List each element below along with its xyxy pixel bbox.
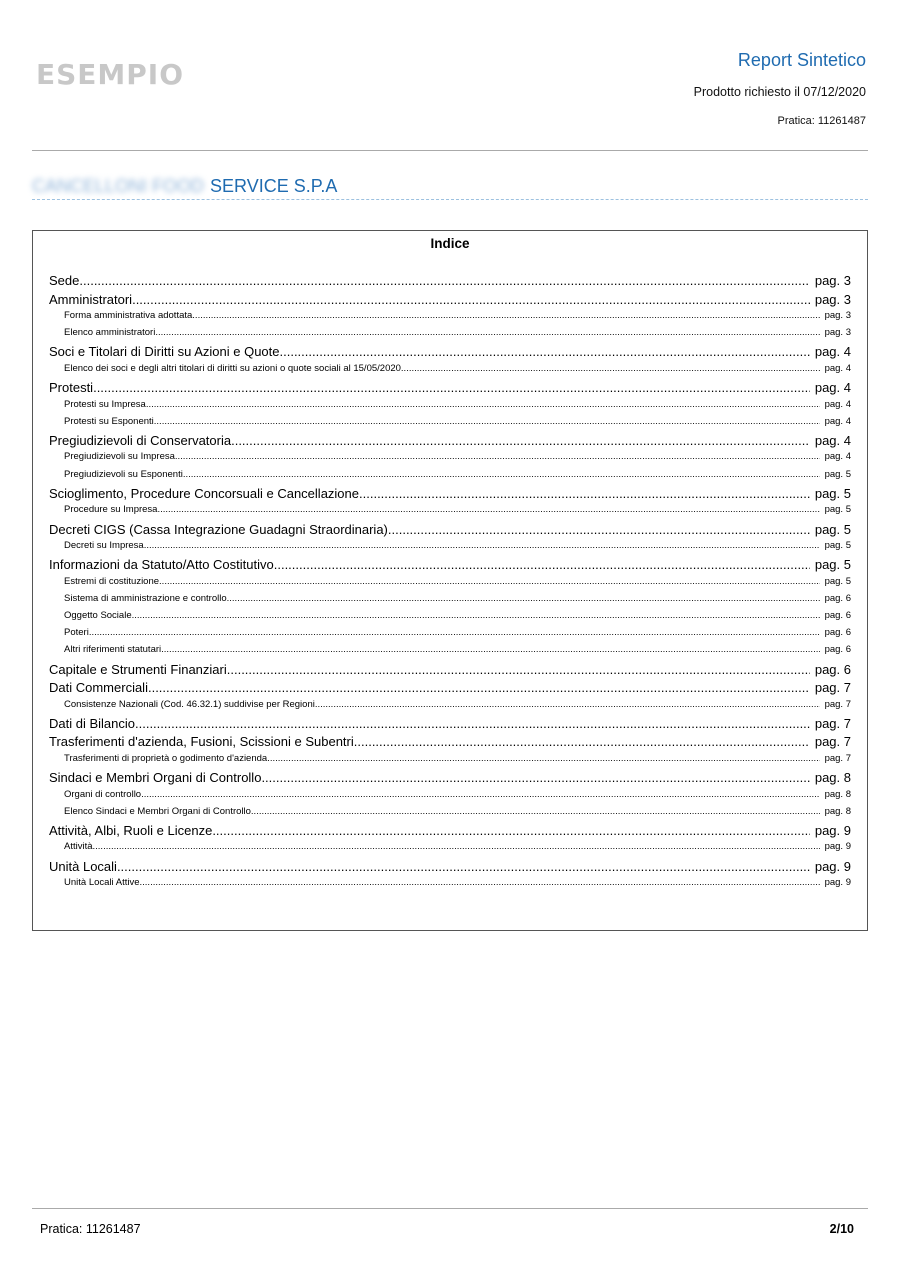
toc-entry-page: pag. 4 — [824, 398, 851, 410]
toc-subsection-link[interactable] — [49, 416, 851, 433]
produced-date: Prodotto richiesto il 07/12/2020 — [693, 85, 866, 99]
esempio-logo: ESEMPIO — [36, 58, 185, 91]
toc-entry-page: pag. 6 — [824, 644, 851, 656]
toc-subsection-link[interactable] — [49, 753, 851, 770]
toc-entry-label: Procedure su Impresa — [64, 504, 158, 516]
toc-entry-page: pag. 9 — [814, 858, 851, 874]
toc-entry-label: Dati di Bilancio — [49, 715, 135, 731]
toc-entry-label: Organi di controllo — [64, 788, 142, 800]
toc-leader-dots — [93, 841, 820, 852]
toc-subsection-link[interactable] — [49, 469, 851, 486]
footer-divider — [32, 1208, 868, 1209]
toc-subsection-link[interactable] — [49, 806, 851, 823]
toc-leader-dots — [132, 292, 810, 307]
toc-leader-dots — [132, 610, 820, 621]
toc-entry-page: pag. 5 — [824, 575, 851, 587]
index-box — [32, 230, 868, 931]
toc-leader-dots — [359, 486, 810, 501]
toc-leader-dots — [148, 680, 810, 695]
toc-leader-dots — [117, 859, 810, 874]
toc-entry-page: pag. 7 — [824, 698, 851, 710]
pratica-number-header: Pratica: 11261487 — [777, 115, 866, 127]
toc-subsection-link[interactable] — [49, 644, 851, 661]
toc-subsection-link[interactable] — [49, 310, 851, 327]
toc-section-link[interactable] — [49, 522, 851, 541]
toc-leader-dots — [231, 433, 810, 448]
toc-entry-page: pag. 3 — [814, 273, 851, 288]
toc-section-link[interactable] — [49, 380, 851, 399]
toc-entry-page: pag. 5 — [824, 540, 851, 551]
toc-section-link[interactable] — [49, 823, 851, 842]
company-name-visible: SERVICE S.P.A — [210, 176, 338, 196]
toc-leader-dots — [227, 593, 820, 604]
toc-leader-dots — [175, 451, 820, 462]
toc-entry-label: Forma amministrativa adottata — [64, 310, 193, 321]
toc-leader-dots — [157, 504, 819, 515]
toc-entry-page: pag. 4 — [824, 451, 851, 463]
header-divider — [32, 150, 868, 151]
toc-entry-label: Sindaci e Membri Organi di Controllo — [49, 770, 262, 785]
toc-subsection-link[interactable] — [49, 451, 851, 468]
toc-leader-dots — [183, 469, 820, 480]
toc-leader-dots — [79, 273, 809, 288]
toc-entry-page: pag. 7 — [824, 752, 851, 764]
toc-entry-label: Estremi di costituzione — [64, 575, 160, 587]
company-name — [32, 176, 868, 200]
toc-section-link[interactable] — [49, 859, 851, 878]
toc-subsection-link[interactable] — [49, 627, 851, 644]
toc-leader-dots — [227, 662, 810, 677]
toc-subsection-link[interactable] — [49, 841, 851, 858]
toc-entry-label: Decreti CIGS (Cassa Integrazione Guadagni Straordinaria) — [49, 521, 388, 537]
toc-leader-dots — [315, 699, 820, 710]
toc-entry-label: Consistenze Nazionali (Cod. 46.32.1) suddivise per Regioni — [64, 698, 315, 710]
toc-leader-dots — [192, 310, 819, 321]
toc-section-link[interactable] — [49, 734, 851, 753]
toc-entry-label: Sede — [49, 273, 80, 288]
toc-subsection-link[interactable] — [49, 610, 851, 627]
toc-entry-page: pag. 7 — [814, 680, 851, 696]
toc-subsection-link[interactable] — [49, 576, 851, 593]
toc-entry-label: Decreti su Impresa — [64, 540, 144, 551]
toc-leader-dots — [388, 522, 810, 537]
toc-section-link[interactable] — [49, 486, 851, 505]
toc-entry-page: pag. 9 — [814, 822, 851, 838]
toc-entry-page: pag. 4 — [814, 432, 851, 448]
toc-entry-page: pag. 3 — [824, 310, 851, 321]
toc-entry-label: Altri riferimenti statutari — [64, 644, 162, 656]
page-number: 2/10 — [829, 1222, 854, 1236]
toc-leader-dots — [354, 734, 810, 749]
toc-leader-dots — [251, 806, 820, 817]
toc-subsection-link[interactable] — [49, 789, 851, 806]
toc-entry-label: Elenco amministratori — [64, 327, 156, 339]
toc-entry-label: Capitale e Strumenti Finanziari — [49, 661, 227, 677]
pratica-number-footer: Pratica: 11261487 — [40, 1222, 141, 1236]
toc-entry-page: pag. 4 — [824, 415, 851, 427]
toc-entry-label: Oggetto Sociale — [64, 610, 132, 622]
toc-leader-dots — [93, 380, 810, 395]
toc-leader-dots — [146, 399, 820, 410]
toc-entry-page: pag. 5 — [814, 557, 851, 573]
toc-entry-label: Trasferimenti di proprietà o godimento d'azienda — [64, 752, 268, 764]
toc-subsection-link[interactable] — [49, 540, 851, 557]
toc-entry-page: pag. 8 — [824, 805, 851, 817]
toc-entry-label: Protesti su Esponenti — [64, 415, 154, 427]
toc-entry-label: Pregiudizievoli di Conservatoria — [49, 432, 232, 448]
toc-entry-label: Protesti — [49, 380, 94, 396]
toc-subsection-link[interactable] — [49, 877, 851, 894]
toc-section-link[interactable] — [49, 273, 851, 292]
toc-subsection-link[interactable] — [49, 399, 851, 416]
toc-entry-label: Protesti su Impresa — [64, 398, 146, 410]
toc-entry-label: Sistema di amministrazione e controllo — [64, 592, 227, 604]
toc-section-link[interactable] — [49, 680, 851, 699]
toc-entry-label: Amministratori — [49, 291, 133, 307]
toc-leader-dots — [155, 327, 819, 338]
toc-entry-page: pag. 3 — [824, 327, 851, 339]
toc-subsection-link[interactable] — [49, 593, 851, 610]
toc-entry-page: pag. 5 — [814, 485, 851, 501]
toc-entry-label: Unità Locali — [49, 858, 117, 874]
toc-section-link[interactable] — [49, 770, 851, 789]
toc-entry-page: pag. 9 — [824, 877, 851, 889]
toc-section-link[interactable] — [49, 344, 851, 363]
toc-leader-dots — [141, 789, 819, 800]
toc-section-link[interactable] — [49, 716, 851, 735]
toc-entry-label: Pregiudizievoli su Esponenti — [64, 468, 183, 480]
report-title: Report Sintetico — [737, 50, 866, 70]
table-of-contents — [49, 273, 851, 894]
toc-entry-label: Scioglimento, Procedure Concorsuali e Cancellazione — [49, 485, 360, 501]
toc-leader-dots — [159, 576, 820, 587]
toc-entry-page: pag. 6 — [824, 610, 851, 622]
toc-leader-dots — [161, 644, 819, 655]
toc-entry-page: pag. 6 — [814, 661, 851, 677]
toc-section-link[interactable] — [49, 292, 851, 311]
toc-entry-page: pag. 4 — [814, 380, 851, 396]
toc-section-link[interactable] — [49, 433, 851, 452]
toc-entry-page: pag. 8 — [824, 788, 851, 800]
toc-entry-label: Attività — [64, 841, 93, 853]
toc-entry-page: pag. 9 — [824, 841, 851, 853]
toc-entry-label: Dati Commerciali — [49, 680, 148, 696]
toc-entry-page: pag. 5 — [824, 468, 851, 480]
toc-entry-page: pag. 4 — [814, 344, 851, 360]
company-name-redacted: CANCELLONI FOOD — [32, 176, 205, 196]
toc-entry-page: pag. 8 — [814, 770, 851, 785]
toc-entry-label: Informazioni da Statuto/Atto Costitutivo — [49, 557, 274, 573]
toc-section-link[interactable] — [49, 662, 851, 681]
toc-subsection-link[interactable] — [49, 363, 851, 380]
toc-entry-label: Trasferimenti d'azienda, Fusioni, Scissioni e Subentri — [49, 734, 354, 750]
toc-entry-page: pag. 7 — [814, 715, 851, 731]
toc-entry-label: Elenco dei soci e degli altri titolari di diritti su azioni o quote sociali al 15/05/2020 — [64, 362, 401, 374]
toc-subsection-link[interactable] — [49, 327, 851, 344]
toc-leader-dots — [212, 823, 810, 838]
toc-leader-dots — [280, 344, 810, 359]
toc-subsection-link[interactable] — [49, 699, 851, 716]
toc-entry-page: pag. 7 — [814, 734, 851, 750]
toc-entry-label: Soci e Titolari di Diritti su Azioni e Quote — [49, 344, 280, 360]
toc-entry-page: pag. 5 — [814, 521, 851, 537]
toc-entry-label: Attività, Albi, Ruoli e Licenze — [49, 822, 213, 838]
toc-entry-label: Pregiudizievoli su Impresa — [64, 451, 175, 463]
toc-leader-dots — [89, 627, 820, 638]
toc-entry-label: Poteri — [64, 627, 89, 639]
toc-entry-page: pag. 4 — [824, 362, 851, 374]
toc-entry-page: pag. 5 — [824, 504, 851, 516]
toc-leader-dots — [140, 877, 820, 888]
toc-leader-dots — [144, 540, 820, 551]
toc-leader-dots — [274, 557, 810, 572]
toc-leader-dots — [401, 363, 820, 374]
toc-leader-dots — [261, 770, 809, 785]
toc-subsection-link[interactable] — [49, 504, 851, 521]
toc-entry-page: pag. 6 — [824, 627, 851, 639]
toc-leader-dots — [135, 716, 810, 731]
toc-leader-dots — [267, 753, 819, 764]
toc-section-link[interactable] — [49, 557, 851, 576]
toc-entry-label: Elenco Sindaci e Membri Organi di Controllo — [64, 805, 251, 817]
toc-entry-page: pag. 3 — [814, 291, 851, 307]
toc-entry-label: Unità Locali Attive — [64, 877, 140, 889]
toc-entry-page: pag. 6 — [824, 592, 851, 604]
toc-leader-dots — [154, 416, 820, 427]
index-title: Indice — [430, 236, 470, 251]
